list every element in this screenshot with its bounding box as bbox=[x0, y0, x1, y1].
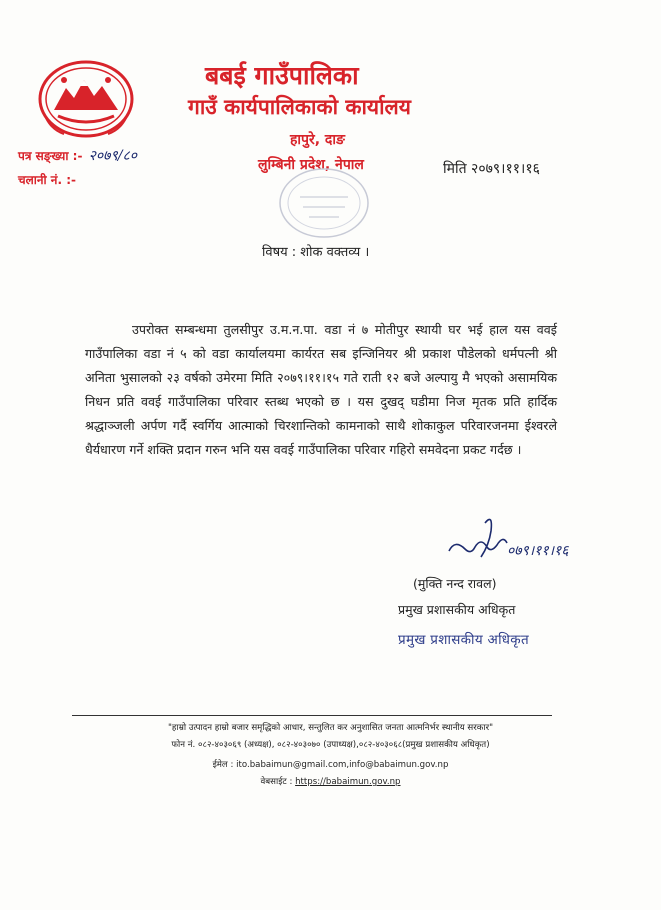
signature-scribble bbox=[445, 513, 595, 575]
signatory-name: (मुक्ति नन्द रावल) bbox=[413, 576, 497, 591]
designation-stamp: प्रमुख प्रशासकीय अधिकृत bbox=[398, 632, 529, 648]
footer-phones: फोन नं. ०८२-४०३०६९ (अध्यक्ष), ०८२-४०३०७० (उपाध्यक्ष),०८२-४०३०६८(प्रमुख प्रशासकीय अधिकृत) bbox=[171, 740, 490, 750]
body-paragraph: उपरोक्त सम्बन्धमा तुलसीपुर उ.म.न.पा. वडा नं ७ मोतीपुर स्थायी घर भई हाल यस ववई गाउँपालिका वडा नं ५ को वडा कार्यालयमा कार्यरत सब इन्जिनियर श्री प्रकाश पौडेलको धर्मपत्नी श्री अनिता भुसालको २३ वर्षको उमेरमा मिति २०७९।११।१५ गते राती १२ बजे अल्पायु मै भएको असामयिक निधन प्रति ववई गाउँपालिका परिवार स्तब्ध भएको छ । यस दुखद् घडीमा निज मृतक प्रति हार्दिक श्रद्धाञ्जली अर्पण गर्दै स्वर्गिय आत्माको चिरशान्तिको कामनाको साथै शोकाकुल परिवारजनमा ईश्वरले धैर्यधारण गर्ने शक्ति प्रदान गरुन भनि यस ववई गाउँपालिका परिवार गहिरो समवेदना प्रकट गर्दछ । bbox=[85, 322, 557, 457]
letter-date: मिति २०७९।११।१६ bbox=[443, 161, 540, 177]
footer-slogan: "हाम्रो उत्पादन हाम्रो बजार समृद्धिको आधार, सन्तुलित कर अनुशासित जनता आत्मनिर्भर स्थानीय सरकार" bbox=[167, 723, 494, 733]
subject-line: विषय : शोक वक्तव्य । bbox=[262, 245, 370, 260]
ref-value: २०७९/८० bbox=[88, 148, 138, 164]
municipality-emblem bbox=[36, 58, 136, 140]
ref-label: पत्र सङ्ख्या :- bbox=[18, 149, 83, 163]
office-address: हापुरे, दाङ bbox=[290, 132, 345, 148]
office-name: गाउँ कार्यपालिकाको कार्यालय bbox=[188, 95, 411, 119]
chalani-label: चलानी नं. :- bbox=[18, 173, 76, 187]
email-value[interactable]: ito.babaimun@gmail.com,info@babaimun.gov.np bbox=[236, 760, 449, 770]
signatory-title: प्रमुख प्रशासकीय अधिकृत bbox=[398, 602, 516, 617]
footer-email bbox=[0, 758, 661, 770]
website-link[interactable]: https://babaimun.gov.np bbox=[295, 777, 401, 787]
footer-divider bbox=[72, 715, 552, 716]
letter-body bbox=[85, 318, 557, 462]
reference-number bbox=[18, 146, 137, 165]
footer-website bbox=[0, 775, 661, 787]
email-label: ईमेल : bbox=[212, 760, 234, 770]
municipality-name: बबई गाउँपालिका bbox=[205, 61, 359, 90]
signature-date: ०७९।११।१६ bbox=[507, 543, 569, 559]
office-stamp bbox=[275, 163, 373, 243]
website-label: वेबसाईट : bbox=[260, 777, 293, 787]
province-country: लुम्बिनी प्रदेश, नेपाल bbox=[258, 157, 364, 173]
